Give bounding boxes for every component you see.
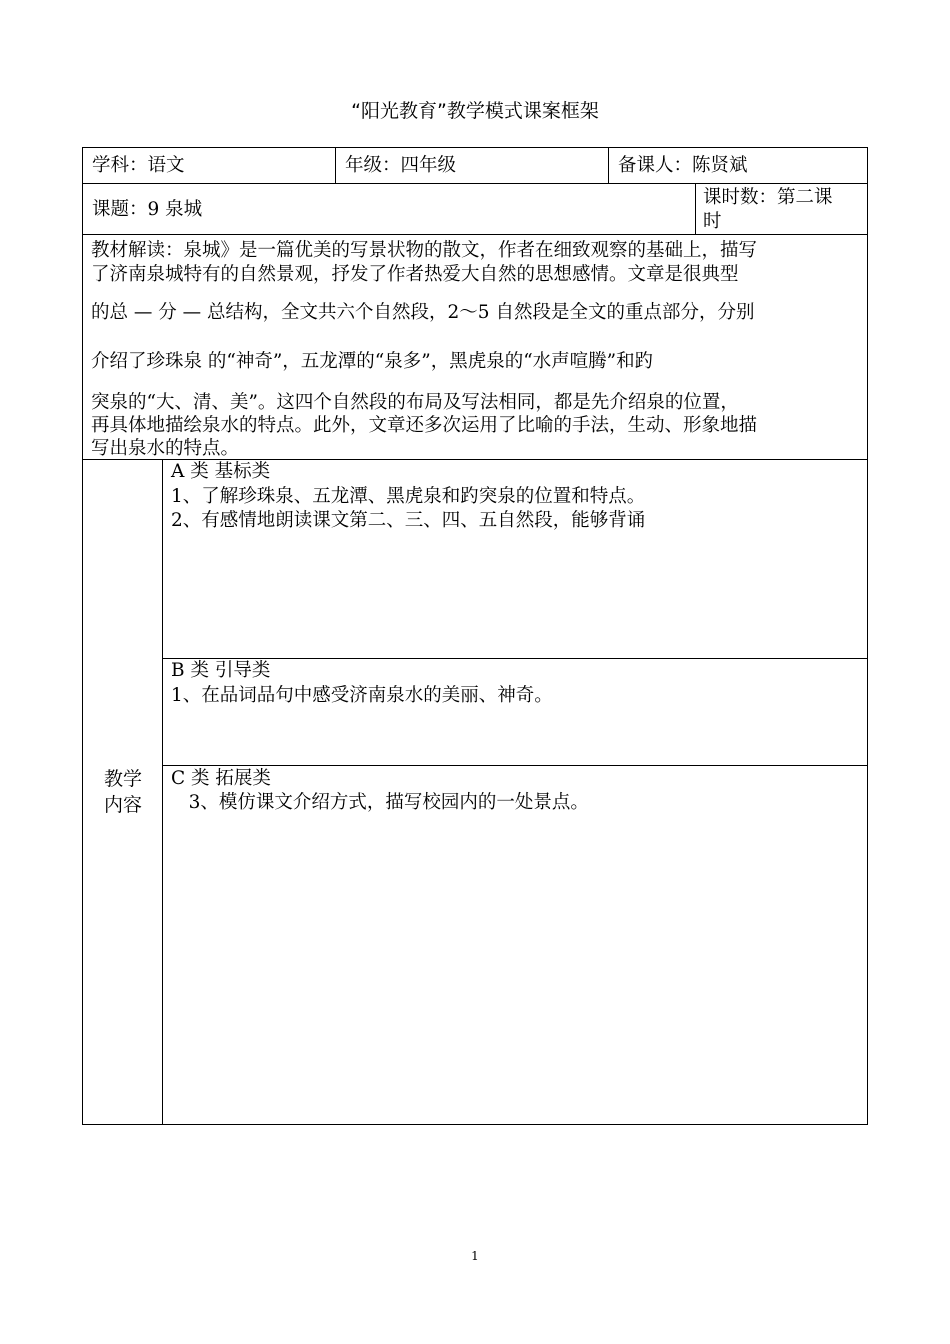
content-label-line: 内容 <box>103 794 142 816</box>
section-a-item: 2、有感情地朗读课文第二、三、四、五自然段，能够背诵 <box>171 510 646 531</box>
content-label <box>83 766 163 818</box>
teacher-cell: 备课人：陈贤斌 <box>618 155 748 176</box>
section-b-heading: B 类 引导类 <box>171 660 271 681</box>
subject-cell: 学科：语文 <box>92 155 185 176</box>
analysis-line: 的总 — 分 — 总结构，全文共六个自然段，2～5 自然段是全文的重点部分，分别 <box>91 302 755 323</box>
hours-cell-line2: 时 <box>703 211 722 232</box>
row-divider <box>83 234 867 235</box>
hours-cell-line1: 课时数：第二课 <box>703 187 833 208</box>
section-a-item: 1、了解珍珠泉、五龙潭、黑虎泉和趵突泉的位置和特点。 <box>171 486 646 507</box>
section-c-item: 3、模仿课文介绍方式，描写校园内的一处景点。 <box>171 792 589 813</box>
analysis-line: 写出泉水的特点。 <box>91 438 240 459</box>
topic-cell: 课题：9 泉城 <box>92 199 203 220</box>
analysis-line: 再具体地描绘泉水的特点。此外，文章还多次运用了比喻的手法，生动、形象地描 <box>91 415 758 436</box>
col-divider <box>695 183 696 234</box>
col-divider <box>335 148 336 183</box>
page-number: 1 <box>471 1249 479 1263</box>
analysis-line: 了济南泉城特有的自然景观，抒发了作者热爱大自然的思想感情。文章是很典型 <box>91 264 739 285</box>
content-label-line: 教学 <box>103 768 142 790</box>
analysis-line: 突泉的“大、清、美”。这四个自然段的布局及写法相同，都是先介绍泉的位置， <box>91 392 739 413</box>
col-divider <box>608 148 609 183</box>
row-divider <box>163 765 867 766</box>
lesson-plan-table <box>82 147 868 1125</box>
analysis-line: 教材解读：泉城》是一篇优美的写景状物的散文，作者在细致观察的基础上，描写 <box>91 240 758 261</box>
analysis-line: 介绍了珍珠泉 的“神奇”，五龙潭的“泉多”，黑虎泉的“水声喧腾”和趵 <box>91 351 654 372</box>
section-b-item: 1、在品词品句中感受济南泉水的美丽、神奇。 <box>171 685 553 706</box>
section-c-heading: C 类 拓展类 <box>171 768 271 789</box>
grade-cell: 年级：四年级 <box>345 155 457 176</box>
page-title: “阳光教育”教学模式课案框架 <box>351 100 599 122</box>
row-divider <box>83 183 867 184</box>
section-a-heading: A 类 基标类 <box>171 461 271 482</box>
